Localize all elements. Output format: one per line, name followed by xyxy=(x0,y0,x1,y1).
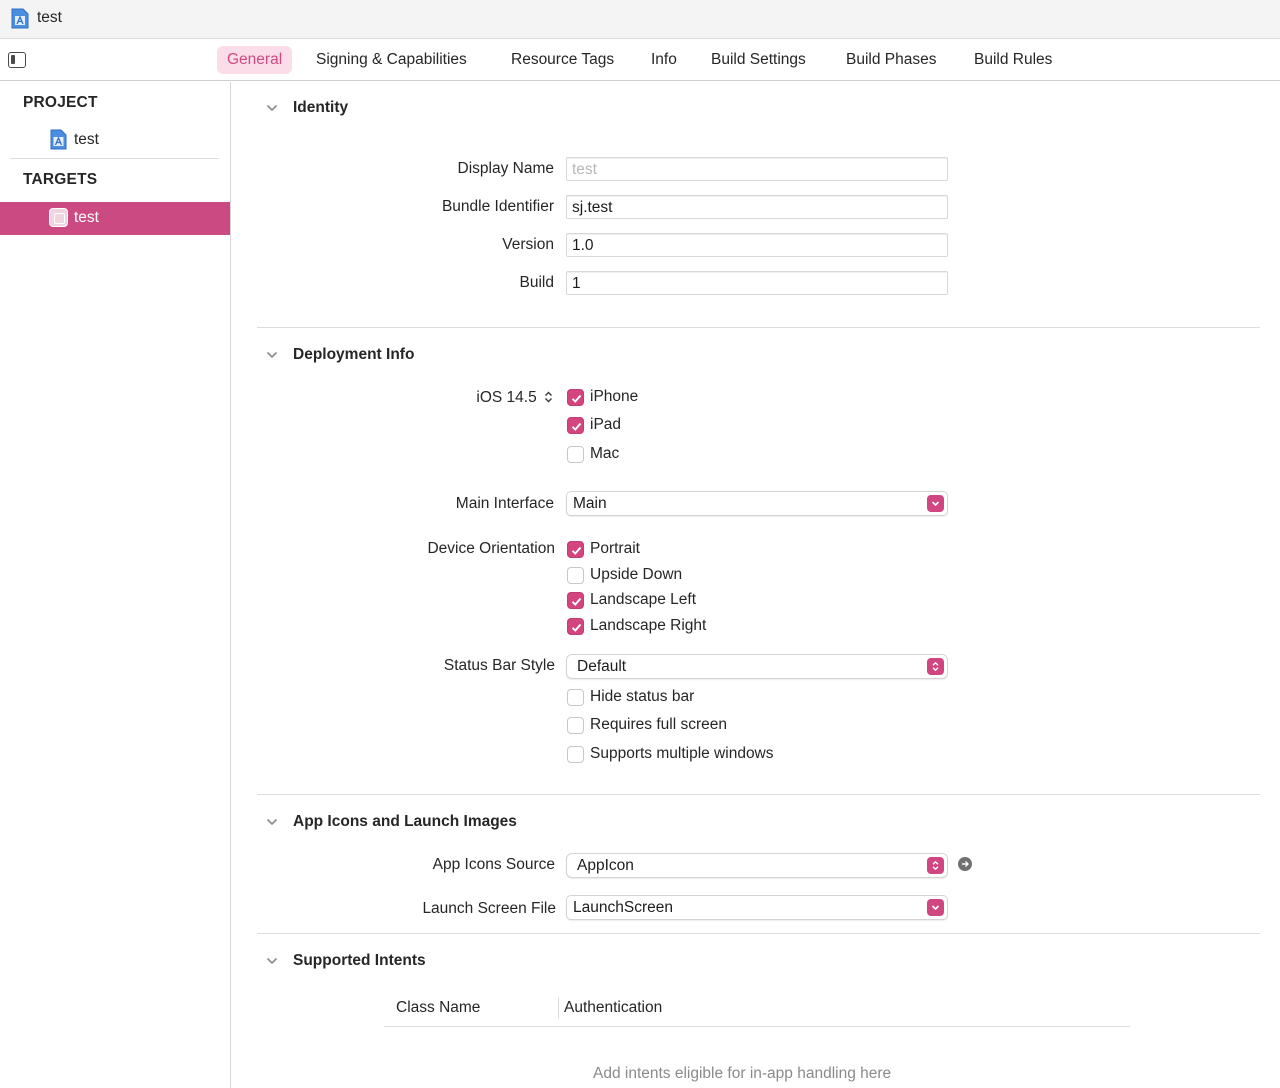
tab-signing-capabilities[interactable]: Signing & Capabilities xyxy=(316,51,467,68)
display-name-placeholder: test xyxy=(572,161,597,178)
main-interface-label: Main Interface xyxy=(455,495,554,512)
status-bar-style-popup[interactable] xyxy=(566,654,948,679)
chevron-down-icon[interactable] xyxy=(927,495,944,512)
up-down-chevron-icon xyxy=(927,658,944,675)
status-option-label: Hide status bar xyxy=(590,688,695,705)
app-icons-source-label: App Icons Source xyxy=(432,856,555,873)
ios-version-value: iOS 14.5 xyxy=(476,389,537,406)
sidebar-item-target[interactable] xyxy=(0,202,230,235)
version-label: Version xyxy=(502,236,554,253)
app-icons-source-value: AppIcon xyxy=(577,857,634,874)
general-settings-panel xyxy=(231,82,1280,1088)
orientation-label: Portrait xyxy=(590,540,640,557)
column-header-class-name[interactable]: Class Name xyxy=(396,999,481,1016)
device-label: Mac xyxy=(590,445,620,462)
project-header: PROJECT xyxy=(23,94,98,111)
tab-info[interactable]: Info xyxy=(651,51,677,68)
section-deployment-title: Deployment Info xyxy=(293,346,415,363)
bundle-identifier-field[interactable] xyxy=(566,195,948,219)
sidebar-divider xyxy=(10,158,219,159)
sidebar-item-project[interactable] xyxy=(0,124,230,157)
chevron-down-icon[interactable] xyxy=(266,349,278,361)
device-label: iPad xyxy=(590,416,622,433)
section-app-icons-title: App Icons and Launch Images xyxy=(293,813,517,830)
targets-header: TARGETS xyxy=(23,171,98,188)
project-targets-sidebar xyxy=(0,82,231,1088)
chevron-down-icon[interactable] xyxy=(266,955,278,967)
tab-build-rules[interactable]: Build Rules xyxy=(974,51,1053,68)
window-title: test xyxy=(37,9,62,26)
launch-screen-file-label: Launch Screen File xyxy=(422,900,556,917)
tab-build-settings[interactable]: Build Settings xyxy=(711,51,806,68)
device-orientation-label: Device Orientation xyxy=(427,540,555,557)
orientation-label: Landscape Right xyxy=(590,617,707,634)
up-down-chevron-icon xyxy=(927,857,944,874)
arrow-right-circle-icon[interactable] xyxy=(958,857,972,871)
checkbox-unchecked-icon xyxy=(567,689,584,706)
xcode-project-icon xyxy=(11,8,29,29)
status-bar-style-value: Default xyxy=(577,658,627,675)
chevron-down-icon[interactable] xyxy=(266,102,278,114)
app-target-icon xyxy=(49,208,68,227)
status-option-label: Requires full screen xyxy=(590,716,727,733)
section-intents-title: Supported Intents xyxy=(293,952,426,969)
ios-version-popup[interactable] xyxy=(476,389,553,407)
orientation-label: Landscape Left xyxy=(590,591,697,608)
checkbox-unchecked-icon xyxy=(567,746,584,763)
intents-empty-hint: Add intents eligible for in-app handling here xyxy=(593,1065,892,1082)
display-name-field[interactable] xyxy=(566,157,948,181)
checkbox-checked-icon xyxy=(567,592,584,609)
checkbox-checked-icon xyxy=(567,389,584,406)
section-divider xyxy=(257,794,1260,795)
column-header-authentication[interactable]: Authentication xyxy=(564,999,663,1016)
column-divider xyxy=(558,997,559,1019)
checkbox-unchecked-icon xyxy=(567,446,584,463)
launch-screen-file-combo[interactable] xyxy=(566,895,948,920)
bundle-identifier-label: Bundle Identifier xyxy=(441,198,554,215)
section-identity-title: Identity xyxy=(293,99,349,116)
status-bar-style-label: Status Bar Style xyxy=(443,657,555,674)
section-divider xyxy=(257,327,1260,328)
up-down-chevron-icon xyxy=(544,391,553,403)
checkbox-unchecked-icon xyxy=(567,567,584,584)
bundle-identifier-value: sj.test xyxy=(572,199,613,216)
device-label: iPhone xyxy=(590,388,639,405)
checkbox-checked-icon xyxy=(567,618,584,635)
title-bar xyxy=(0,0,1280,39)
intents-table-header-rule xyxy=(384,1026,1130,1027)
launch-screen-file-value: LaunchScreen xyxy=(573,899,673,916)
chevron-down-icon[interactable] xyxy=(927,899,944,916)
sidebar-item-label: test xyxy=(74,131,99,148)
build-label: Build xyxy=(519,274,554,291)
version-field[interactable] xyxy=(566,233,948,257)
display-name-label: Display Name xyxy=(457,160,554,177)
sidebar-item-label: test xyxy=(74,209,99,226)
main-interface-combo[interactable] xyxy=(566,491,948,516)
tab-build-phases[interactable]: Build Phases xyxy=(846,51,937,68)
checkbox-checked-icon xyxy=(567,417,584,434)
section-divider xyxy=(257,933,1260,934)
tab-resource-tags[interactable]: Resource Tags xyxy=(511,51,615,68)
status-option-label: Supports multiple windows xyxy=(590,745,774,762)
sidebar-toggle-icon[interactable] xyxy=(8,52,26,68)
editor-tab-bar xyxy=(0,39,1280,81)
app-icons-source-popup[interactable] xyxy=(566,853,948,878)
build-value: 1 xyxy=(572,275,581,292)
version-value: 1.0 xyxy=(572,237,594,254)
project-file-icon xyxy=(50,129,67,150)
chevron-down-icon[interactable] xyxy=(266,816,278,828)
orientation-label: Upside Down xyxy=(590,566,683,583)
build-field[interactable] xyxy=(566,271,948,295)
tab-general[interactable]: General xyxy=(217,46,292,74)
checkbox-checked-icon xyxy=(567,541,584,558)
checkbox-unchecked-icon xyxy=(567,717,584,734)
main-interface-value: Main xyxy=(573,495,607,512)
